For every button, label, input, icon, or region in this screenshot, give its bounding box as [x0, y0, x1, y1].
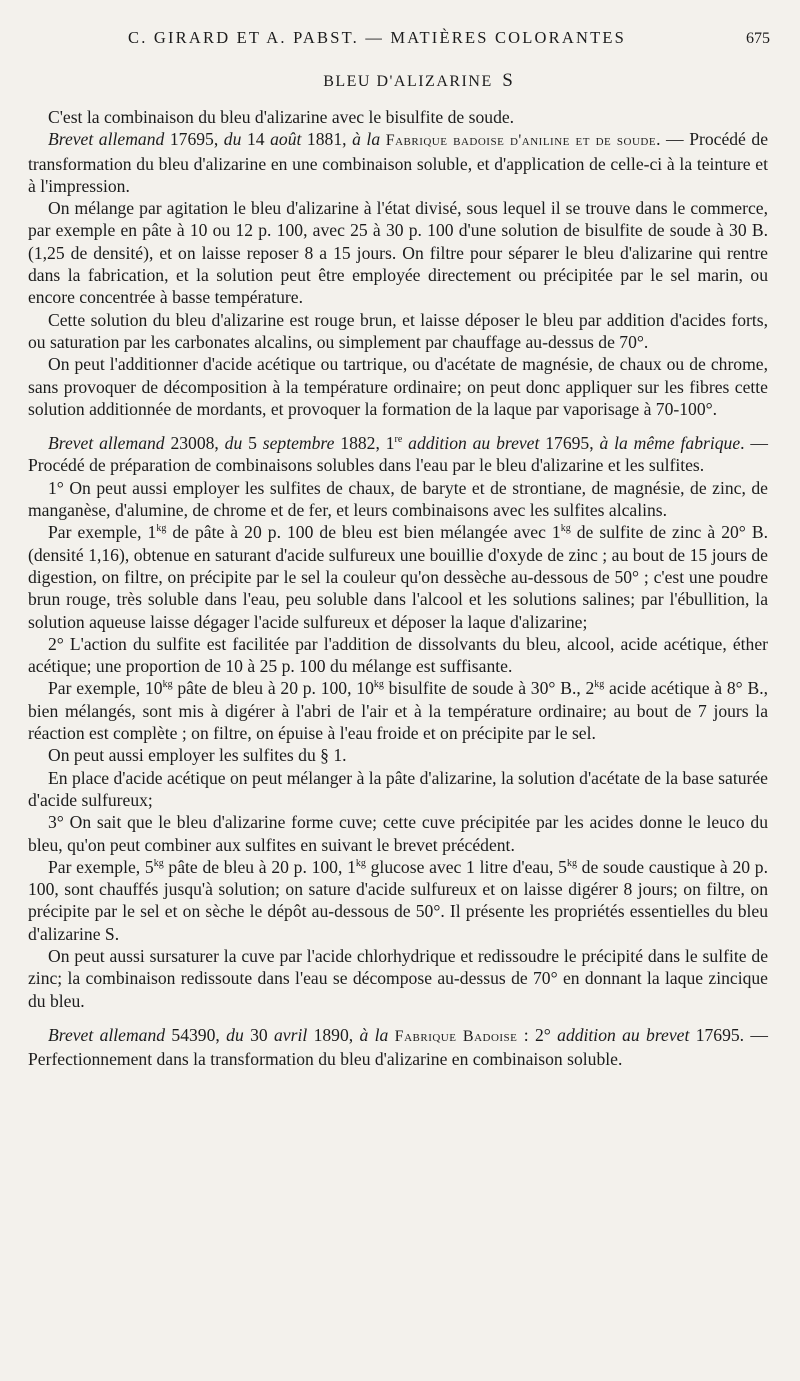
section-title-text: BLEU D'ALIZARINE [323, 73, 493, 90]
text-run: de pâte à 20 p. 100 de bleu est bien mélangée avec 1 [166, 522, 561, 543]
text-it: septembre [262, 433, 335, 454]
text-run: de sulfite de zinc à 20° B. (densité 1,16), obtenue en saturant d'acide sulfureux une bouillie d'oxyde de zinc ; au bout de 15 jours de digestion, on filtre, on précipite par le sel la couleur qu'on dessèche au-dessous de 50° ; c'est une poudre brun rouge, très soluble dans l'eau, peu soluble dans l'alcool et les solutions salines; par l'ébullition, la solution aqueuse laisse dégager l'acide sulfureux et déposer la laque d'alizarine; [28, 522, 768, 632]
text-run: 17695. — Perfectionnement dans la transformation du bleu d'alizarine en combinaison soluble. [28, 1024, 769, 1070]
text-sup: kg [594, 679, 605, 691]
paragraph-p8 [28, 521, 768, 632]
text-run: 3° On sait que le bleu d'alizarine forme cuve; cette cuve précipitée par les acides donne le leuco du bleu, qu'on peut combiner aux sulfites en suivant le brevet précédent. [28, 812, 768, 855]
paragraph-p6 [28, 432, 768, 477]
text-run: 1881, [301, 129, 353, 150]
text-run: 1° On peut aussi employer les sulfites de chaux, de baryte et de strontiane, de magnésie, de zinc, de manganèse, d'alumine, de chrome et de fer, et leurs combinaisons avec les sulfites alcalins. [28, 477, 768, 521]
text-sup: kg [162, 679, 173, 691]
text-run: bisulfite de soude à 30° B., 2 [383, 678, 595, 699]
text-it: Brevet allemand [48, 433, 165, 454]
text-run: 30 [243, 1024, 274, 1045]
paragraph-p5 [28, 353, 768, 420]
paragraph-p12 [28, 767, 768, 812]
text-it: addition au brevet [557, 1024, 690, 1045]
section-title-mark: S [502, 70, 513, 91]
body-text [28, 106, 768, 1070]
text-run: En place d'acide acétique on peut mélanger à la pâte d'alizarine, la solution d'acétate de la base saturée d'acide sulfureux; [28, 767, 768, 810]
paragraph-p1 [28, 106, 768, 128]
text-sup: re [394, 434, 403, 446]
text-run: 17695, [164, 129, 224, 150]
text-run: 5 [242, 433, 263, 454]
text-it: à la même fabrique [599, 433, 741, 454]
running-header [128, 28, 768, 48]
paragraph-p9 [28, 633, 768, 678]
text-run: On peut aussi sursaturer la cuve par l'acide chlorhydrique et redissoudre le précipité dans le sulfite de zinc; la combinaison redissoute dans l'eau se décompose au-dessus de 70° en donnant la laque zincique du bleu. [28, 945, 768, 1011]
text-run: 1890, [307, 1024, 360, 1045]
paragraph-p13 [28, 811, 768, 856]
text-run: 23008, [164, 433, 225, 454]
text-it: Brevet allemand [48, 129, 165, 150]
text-it: addition au brevet [408, 433, 540, 454]
text-it: avril [274, 1024, 308, 1045]
text-sup: kg [156, 523, 167, 535]
paragraph-p2 [28, 128, 768, 197]
text-it: du [223, 129, 242, 150]
text-run: On peut l'additionner d'acide acétique ou tartrique, ou d'acétate de magnésie, de chaux ou de chrome, sans provoquer de décomposition à la température ordinaire; on peut donc appliquer sur les fibres cette solution additionnée de mordants, et provoquer la formation de la laque par vaporisage à 70-100°. [28, 354, 768, 419]
paragraph-p14 [28, 856, 768, 945]
text-sup: kg [355, 857, 366, 869]
paragraph-gap [28, 420, 768, 432]
paragraph-p11 [28, 744, 768, 766]
text-sup: kg [560, 523, 571, 535]
text-run: 2° L'action du sulfite est facilitée par l'addition de dissolvants du bleu, alcool, acide acétique, éther acétique; une proportion de 10 à 25 p. 100 du mélange est suffisante. [28, 633, 768, 677]
paragraph-p7 [28, 477, 768, 522]
text-run: pâte de bleu à 20 p. 100, 10 [172, 678, 374, 699]
text-run: Cette solution du bleu d'alizarine est rouge brun, et laisse déposer le bleu par addition d'acides forts, ou saturation par les carbonates alcalins, ou simplement par chauffage au-dessus de 70°. [28, 309, 768, 352]
text-run: On peut aussi employer les sulfites du § 1. [48, 745, 347, 766]
text-run: Par exemple, 10 [48, 678, 163, 699]
text-run: : 2° [517, 1024, 558, 1045]
text-it: du [226, 1024, 244, 1045]
text-run: 14 [241, 129, 271, 150]
text-sup: kg [373, 679, 384, 691]
text-it: du [224, 433, 243, 454]
text-run: Par exemple, 1 [48, 522, 157, 543]
text-sup: kg [153, 857, 164, 869]
text-it: Brevet allemand [48, 1024, 166, 1045]
paragraph-gap [28, 1012, 768, 1024]
text-it: à la [352, 129, 381, 150]
text-sup: kg [566, 857, 577, 869]
text-run: Par exemple, 5 [48, 856, 154, 877]
paragraph-p4 [28, 309, 768, 354]
section-title [28, 70, 768, 92]
text-run: pâte de bleu à 20 p. 100, 1 [163, 856, 356, 877]
text-sc: Fabrique Badoise [394, 1027, 518, 1045]
text-run: de soude caustique à 20 p. 100, sont chauffés jusqu'à solution; on sature d'acide sulfureux et on laisse digérer 8 jours; on filtre, on précipite par le sel et on sèche le dépôt au-dessous de 50°. Il présente les propriétés essentielles du bleu d'alizarine S. [28, 856, 768, 944]
text-it: août [270, 129, 302, 150]
text-run: 54390, [165, 1024, 227, 1045]
text-run: glucose avec 1 litre d'eau, 5 [365, 856, 567, 877]
paragraph-p16 [28, 1024, 768, 1071]
text-run: . — Procédé de transformation du bleu d'alizarine en une combinaison soluble, et d'application de celle-ci à la teinture et à l'impression. [28, 129, 769, 196]
text-run: C'est la combinaison du bleu d'alizarine avec le bisulfite de soude. [48, 107, 515, 127]
text-run: acide acétique à 8° B., bien mélangés, sont mis à digérer à l'abri de l'air et à la température ordinaire; au bout de 7 jours la réaction est complète ; on filtre, on épuise à l'eau froide et on précipite par le sel. [28, 678, 769, 744]
text-run: On mélange par agitation le bleu d'alizarine à l'état divisé, sous lequel il se trouve dans le commerce, par exemple en pâte à 10 ou 12 p. 100, avec 25 à 30 p. 100 d'une solution de bisulfite de soude à 30 B. (1,25 de densité), et on laisse reposer 8 a 15 jours. On filtre pour séparer le bleu d'alizarine qui rentre dans la fabrication, et la solution peut être employée directement ou précipitée par le sel marin, ou encore concentrée à basse température. [28, 198, 768, 308]
text-run: 17695, [539, 433, 600, 454]
paragraph-p3 [28, 197, 768, 308]
text-sc: Fabrique badoise d'aniline et de soude [385, 132, 657, 150]
text-run: 1882, 1 [334, 433, 395, 454]
paragraph-p15 [28, 945, 768, 1012]
paragraph-p10 [28, 677, 768, 744]
book-page [28, 28, 768, 1070]
page-number: 675 [746, 30, 770, 47]
running-title: C. GIRARD ET A. PABST. — MATIÈRES COLORANTES [128, 28, 627, 47]
text-it: à la [359, 1024, 389, 1045]
text-run: . — Procédé de préparation de combinaisons solubles dans l'eau par le bleu d'alizarine et les sulfites. [28, 433, 768, 476]
